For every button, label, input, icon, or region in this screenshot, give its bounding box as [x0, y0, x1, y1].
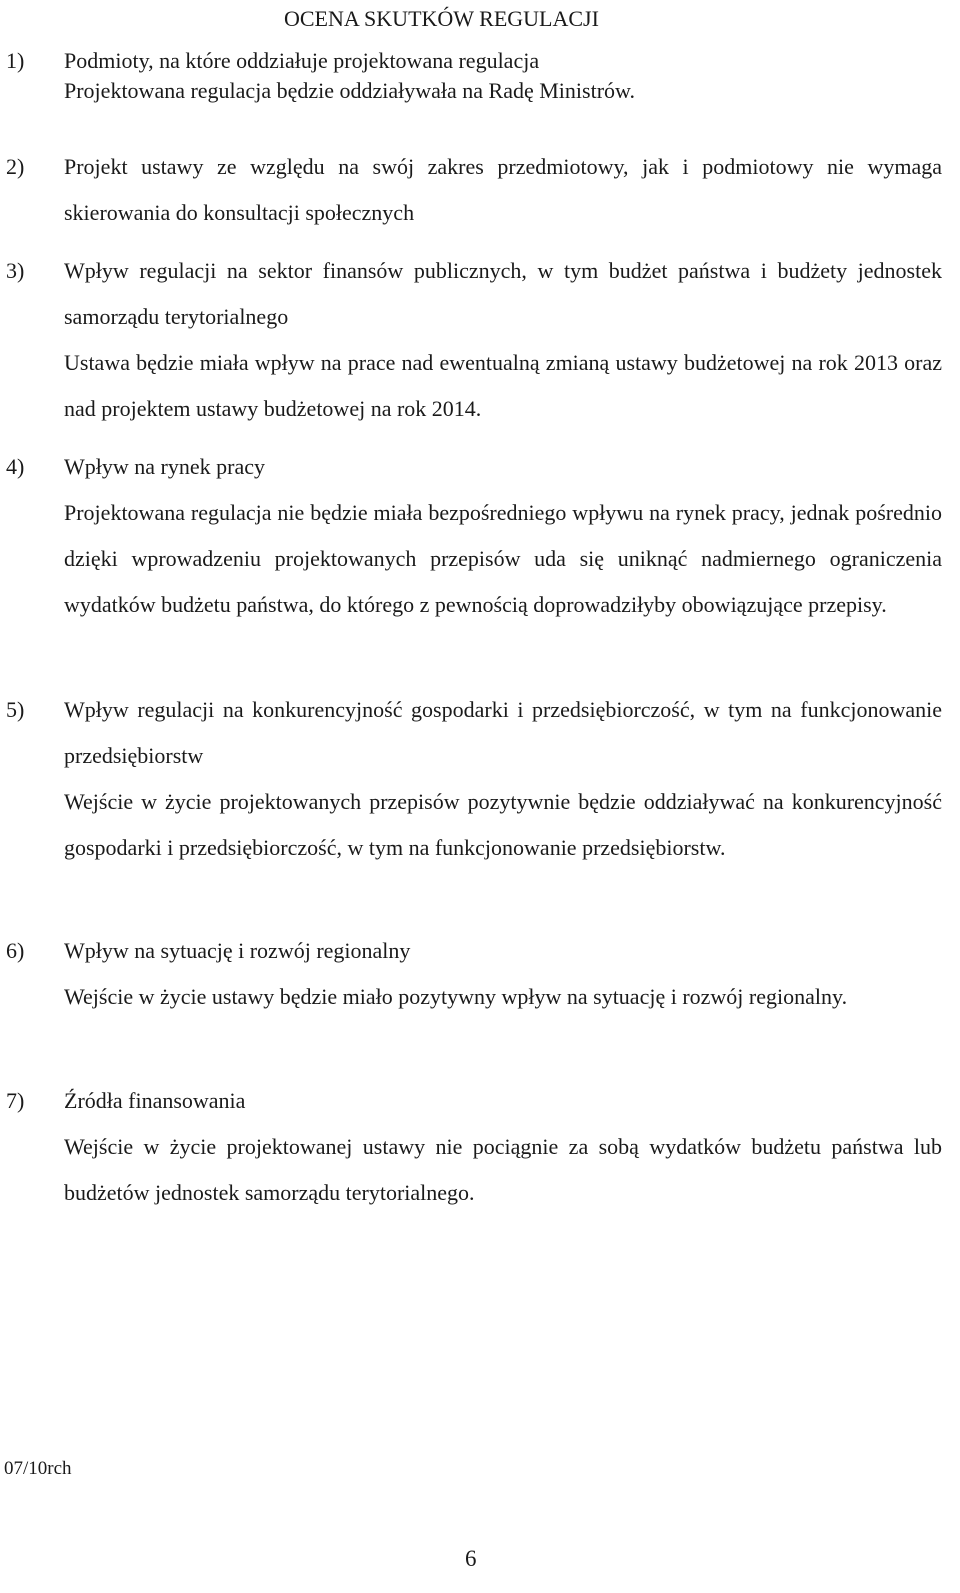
- section-7: [64, 1078, 942, 1216]
- section-2-number: 2): [6, 154, 25, 179]
- section-5-body: Wejście w życie projektowanych przepisów pozytywnie będzie oddziaływać na konkurencyjność gospodarki i przedsiębiorczość, w tym na funkcjonowanie przedsiębiorstw.: [64, 789, 942, 860]
- section-7-heading: Źródła finansowania: [64, 1088, 246, 1113]
- section-2-heading: Projekt ustawy ze względu na swój zakres przedmiotowy, jak i podmiotowy nie wymaga skierowania do konsultacji społecznych: [64, 154, 942, 225]
- page-number: 6: [465, 1546, 477, 1571]
- section-7-number: 7): [6, 1088, 25, 1113]
- section-2: [64, 144, 942, 236]
- section-3-body: Ustawa będzie miała wpływ na prace nad ewentualną zmianą ustawy budżetowej na rok 2013 oraz nad projektem ustawy budżetowej na rok 2014.: [64, 350, 942, 421]
- section-5-heading: Wpływ regulacji na konkurencyjność gospodarki i przedsiębiorczość, w tym na funkcjonowanie przedsiębiorstw: [64, 697, 942, 768]
- section-4-number: 4): [6, 454, 25, 479]
- section-1: [64, 46, 942, 106]
- section-6: [64, 928, 942, 1020]
- section-4-body: Projektowana regulacja nie będzie miała bezpośredniego wpływu na rynek pracy, jednak pośrednio dzięki wprowadzeniu projektowanych przepisów uda się uniknąć nadmiernego ograniczenia wydatków budżetu państwa, do którego z pewnością doprowadziłyby obowiązujące przepisy.: [64, 500, 942, 617]
- section-3-number: 3): [6, 258, 25, 283]
- section-3: [64, 248, 942, 432]
- section-3-heading: Wpływ regulacji na sektor finansów publicznych, w tym budżet państwa i budżety jednostek samorządu terytorialnego: [64, 258, 942, 329]
- section-6-number: 6): [6, 938, 25, 963]
- section-1-number: 1): [6, 48, 25, 73]
- section-4: [64, 444, 942, 628]
- section-6-body: Wejście w życie ustawy będzie miało pozytywny wpływ na sytuację i rozwój regionalny.: [64, 984, 848, 1009]
- section-1-heading: Podmioty, na które oddziałuje projektowana regulacja: [64, 48, 540, 73]
- section-5: [64, 687, 942, 871]
- document-title: OCENA SKUTKÓW REGULACJI: [284, 6, 599, 31]
- section-1-body: Projektowana regulacja będzie oddziaływała na Radę Ministrów.: [64, 78, 635, 103]
- document-reference-code: 07/10rch: [4, 1458, 72, 1479]
- section-7-body: Wejście w życie projektowanej ustawy nie pociągnie za sobą wydatków budżetu państwa lub budżetów jednostek samorządu terytorialnego.: [64, 1134, 942, 1205]
- section-6-heading: Wpływ na sytuację i rozwój regionalny: [64, 938, 411, 963]
- section-4-heading: Wpływ na rynek pracy: [64, 454, 265, 479]
- section-5-number: 5): [6, 697, 25, 722]
